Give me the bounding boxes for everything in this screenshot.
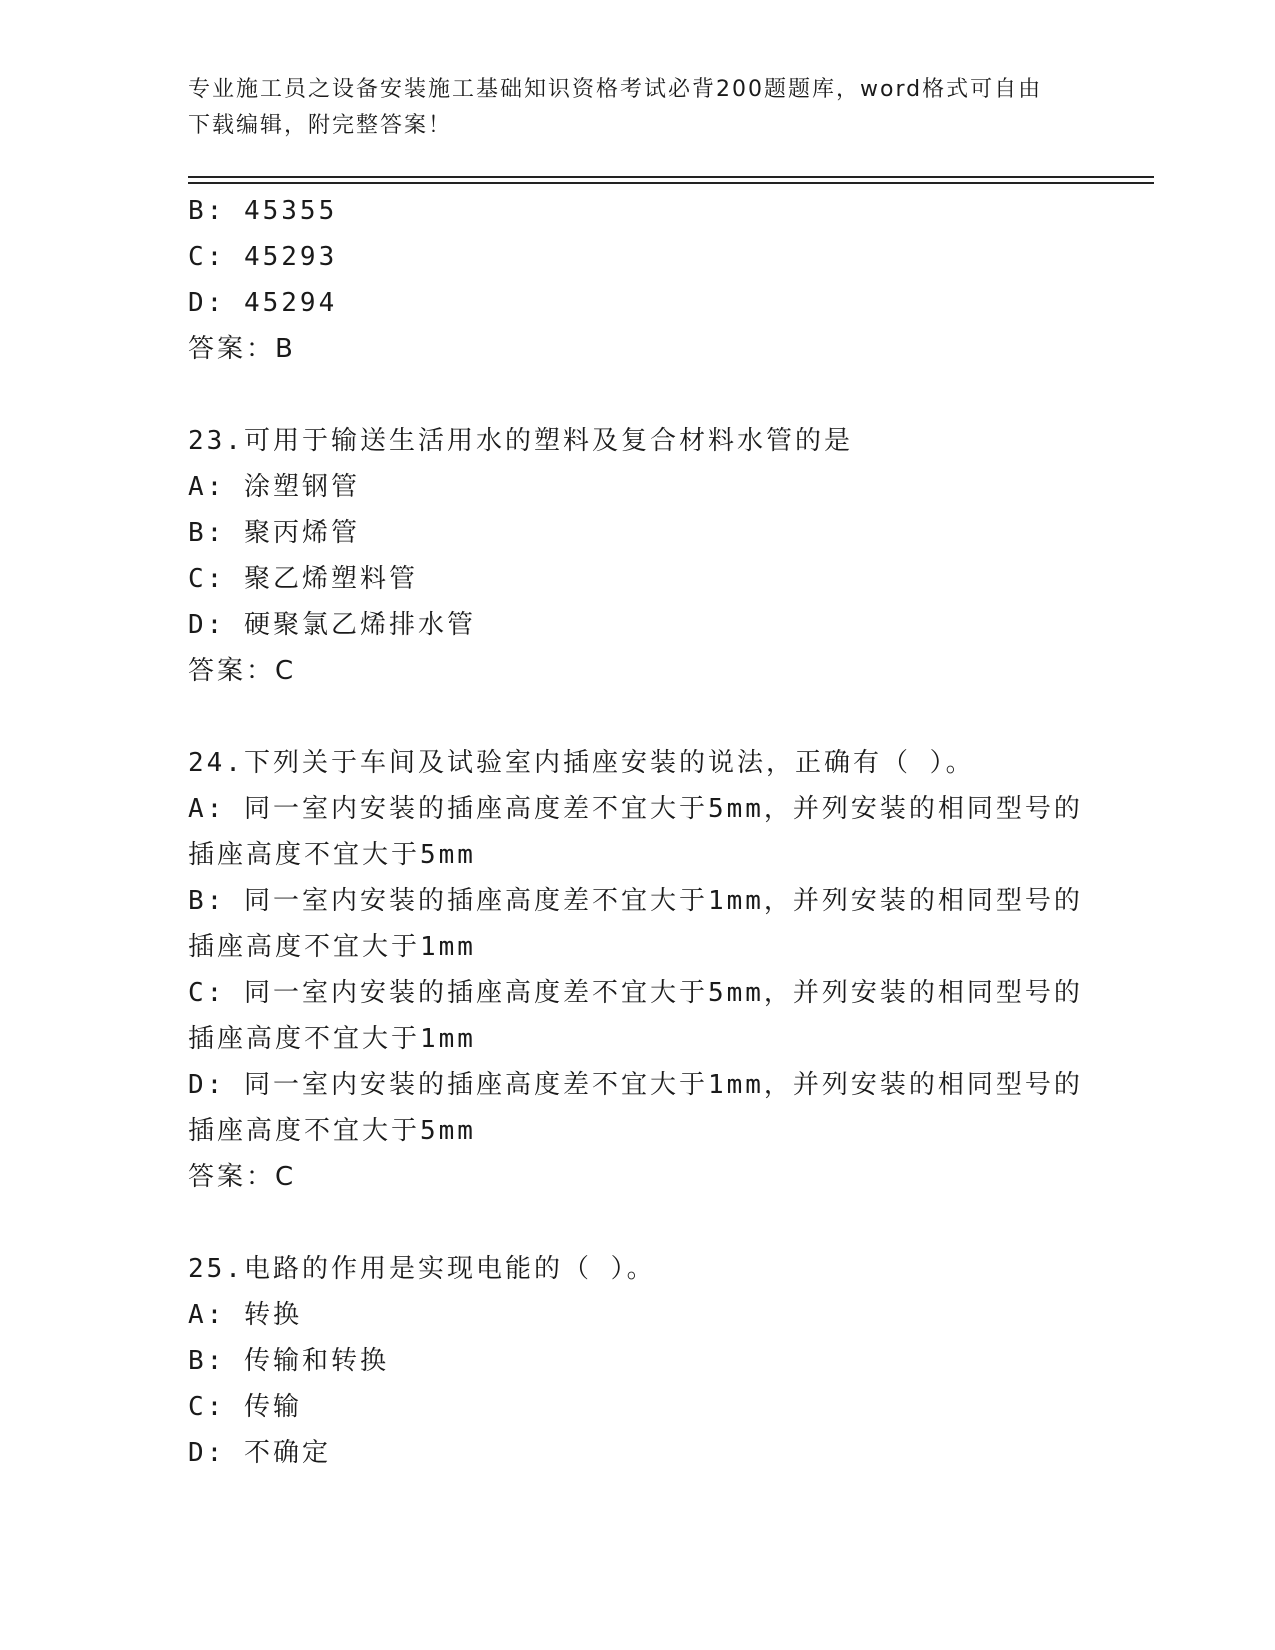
- option-d-line-2: 插座高度不宜大于5mm: [188, 1116, 476, 1146]
- header-rule-bottom: [188, 182, 1154, 184]
- option-d: D: 45294: [188, 288, 338, 318]
- option-c: C: 45293: [188, 242, 338, 272]
- question-25-block: [188, 1246, 1088, 1476]
- option-b: B: 聚丙烯管: [188, 518, 360, 548]
- document-header: [188, 72, 1088, 144]
- option-c: C: 聚乙烯塑料管: [188, 564, 418, 594]
- question-content: [188, 188, 1088, 1476]
- header-line-2: 下载编辑，附完整答案！: [188, 113, 453, 138]
- question-24-block: [188, 740, 1088, 1200]
- header-line-1: 专业施工员之设备安装施工基础知识资格考试必背200题题库，word格式可自由: [188, 77, 1043, 102]
- answer-line: 答案：C: [188, 1162, 297, 1192]
- question-stem: 25.电路的作用是实现电能的（ ）。: [188, 1254, 656, 1284]
- option-d: D: 硬聚氯乙烯排水管: [188, 610, 476, 640]
- option-c-line-1: C: 同一室内安装的插座高度差不宜大于5mm，并列安装的相同型号的: [188, 978, 1083, 1008]
- option-c: C: 传输: [188, 1392, 302, 1422]
- answer-line: 答案：C: [188, 656, 297, 686]
- option-a-line-1: A: 同一室内安装的插座高度差不宜大于5mm，并列安装的相同型号的: [188, 794, 1083, 824]
- question-22-block: [188, 188, 1088, 372]
- option-d: D: 不确定: [188, 1438, 331, 1468]
- spacer: [188, 372, 1088, 418]
- option-a: A: 涂塑钢管: [188, 472, 360, 502]
- spacer: [188, 1200, 1088, 1246]
- spacer: [188, 694, 1088, 740]
- question-23-block: [188, 418, 1088, 694]
- header-rule-top: [188, 176, 1154, 178]
- question-stem: 23.可用于输送生活用水的塑料及复合材料水管的是: [188, 426, 853, 456]
- option-c-line-2: 插座高度不宜大于1mm: [188, 1024, 476, 1054]
- answer-line: 答案：B: [188, 334, 296, 364]
- option-b: B: 传输和转换: [188, 1346, 389, 1376]
- question-stem: 24.下列关于车间及试验室内插座安装的说法，正确有（ ）。: [188, 748, 975, 778]
- option-b-line-1: B: 同一室内安装的插座高度差不宜大于1mm，并列安装的相同型号的: [188, 886, 1083, 916]
- option-a-line-2: 插座高度不宜大于5mm: [188, 840, 476, 870]
- option-b: B: 45355: [188, 196, 338, 226]
- option-b-line-2: 插座高度不宜大于1mm: [188, 932, 476, 962]
- option-d-line-1: D: 同一室内安装的插座高度差不宜大于1mm，并列安装的相同型号的: [188, 1070, 1083, 1100]
- option-a: A: 转换: [188, 1300, 302, 1330]
